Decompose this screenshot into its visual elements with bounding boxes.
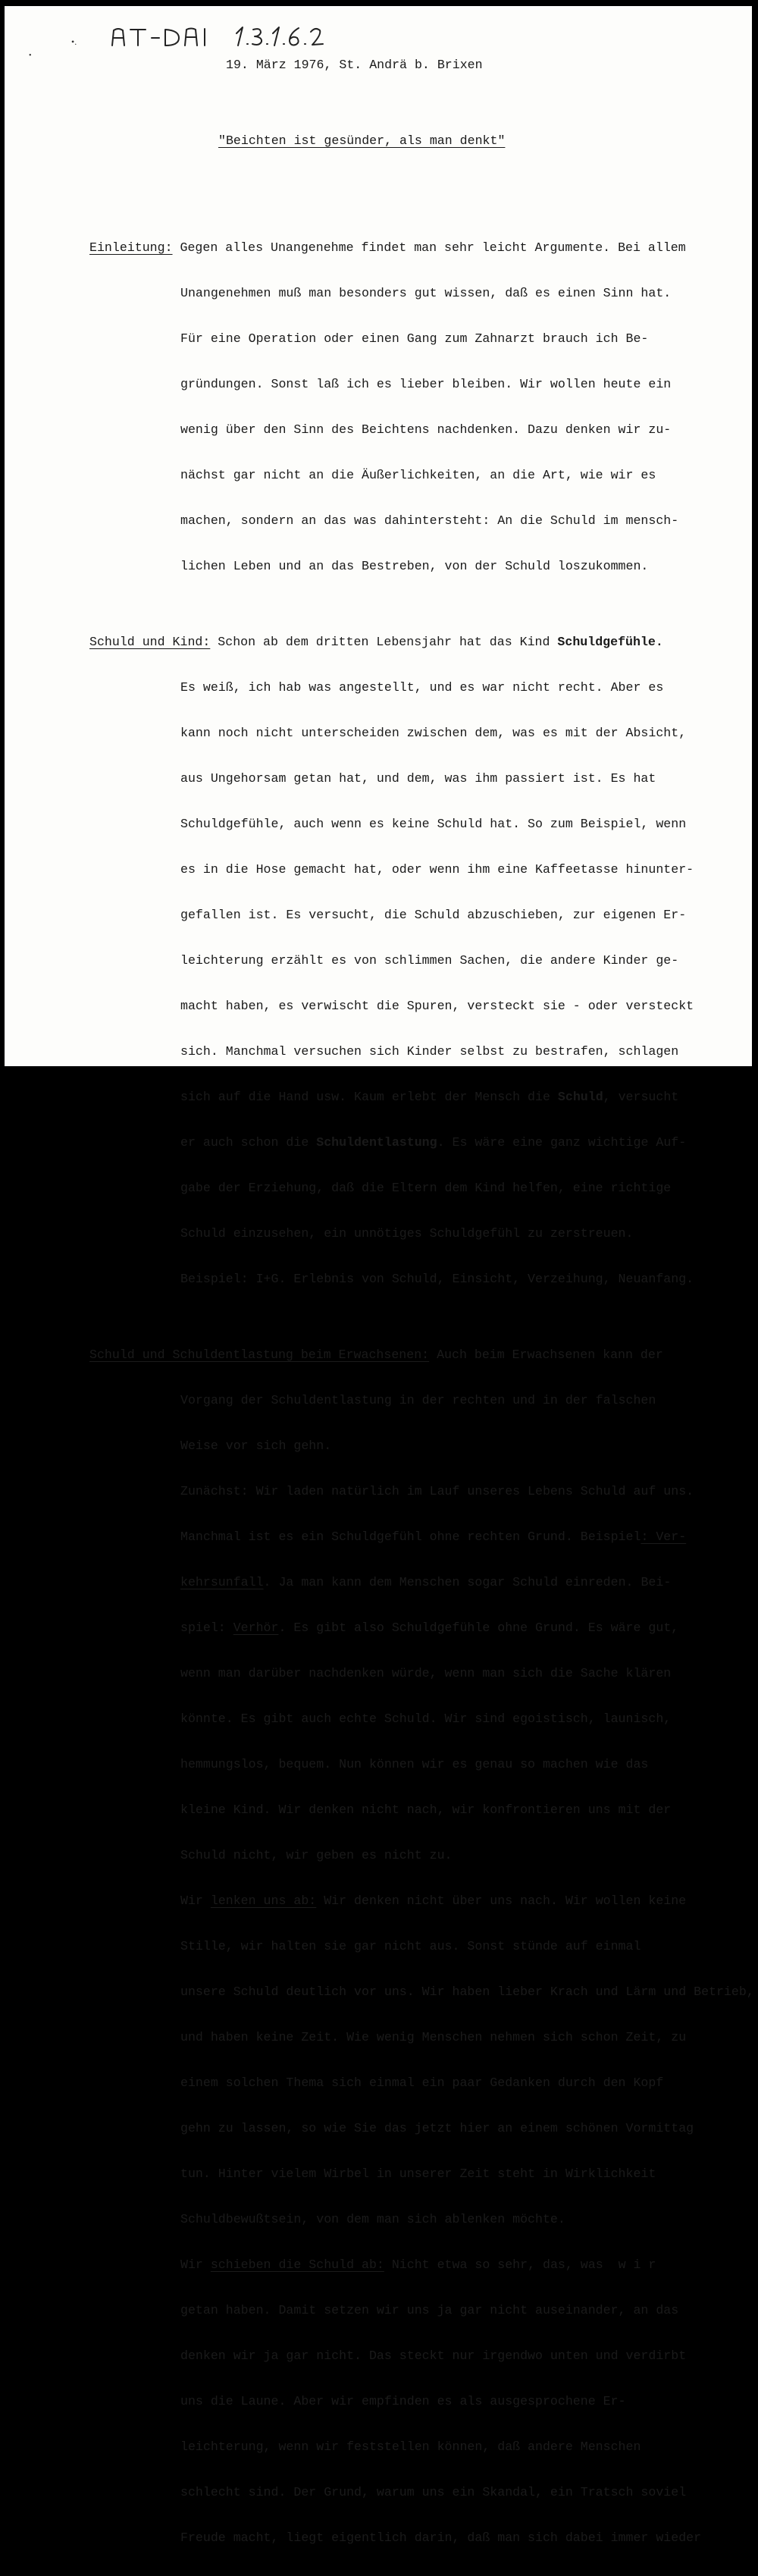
handwritten-archive-mark (109, 23, 359, 50)
line-text: wenn man darüber nachdenken würde, wenn man sich die Sache klären (180, 1666, 672, 1680)
text-line (89, 2167, 754, 2182)
text-line (89, 2394, 754, 2409)
text-line (89, 331, 754, 347)
line-text: Weise vor sich gehn. (180, 1439, 332, 1453)
line-text: . Es wäre eine ganz wichtige Auf- (437, 1135, 687, 1150)
text-line (89, 1666, 754, 1681)
text-line (89, 559, 754, 574)
text-line (89, 2440, 754, 2455)
line-text: Schuldbewußtsein, von dem man sich ablenken möchte. (180, 2212, 565, 2226)
text-line (89, 1803, 754, 1818)
text-line (89, 1575, 754, 1590)
line-text: , versucht (603, 1090, 679, 1104)
text-line (89, 1712, 754, 1727)
text-line (89, 377, 754, 392)
text-line (89, 2258, 754, 2273)
line-text: gabe der Erziehung, daß die Eltern dem Kind helfen, eine richtige (180, 1181, 672, 1195)
text-line (89, 1439, 754, 1454)
line-text: Vorgang der Schuldentlastung in der rechten und in der falschen (180, 1393, 656, 1407)
heading-erwachsene: Schuld und Schuldentlastung beim Erwachsenen: (89, 1348, 430, 1362)
text-line (89, 1894, 754, 1909)
line-text: macht haben, es verwischt die Spuren, versteckt sie - oder versteckt (180, 999, 694, 1013)
text-line (89, 771, 754, 786)
line-text: und haben keine Zeit. Wie wenig Menschen nehmen sich schon Zeit, zu (180, 2030, 687, 2044)
text-line (89, 817, 754, 832)
date-place: 19. März 1976, St. Andrä b. Brixen (226, 58, 483, 72)
text-line (89, 1226, 754, 1241)
line-text: er auch schon die (180, 1135, 317, 1150)
text-line (89, 422, 754, 438)
archive-mark-drawing (109, 23, 359, 50)
line-text: Zunächst: Wir laden natürlich im Lauf unseres Lebens Schuld auf uns. (180, 1484, 694, 1498)
heading-schuld-und-kind: Schuld und Kind: (89, 635, 211, 649)
heading-einleitung: Einleitung: (89, 240, 173, 255)
title-text: "Beichten ist gesünder, als man denkt" (218, 133, 506, 148)
text-line (89, 1393, 754, 1408)
text-line (89, 862, 754, 877)
text-line (89, 726, 754, 741)
line-text: Gegen alles Unangenehme findet man sehr leicht Argumente. Bei allem (180, 240, 686, 255)
text-line (89, 953, 754, 968)
line-text: kann noch nicht unterscheiden zwischen dem, was es mit der Absicht, (180, 726, 687, 740)
text-line (89, 1621, 754, 1636)
line-text: hemmungslos, bequem. Nun können wir es genau so machen wie das (180, 1757, 649, 1771)
underlined-term: : Ver- (641, 1530, 687, 1544)
line-text: machen, sondern an das was dahintersteht: An die Schuld im mensch- (180, 513, 679, 528)
bold-term: Schuldgefühle. (557, 635, 663, 649)
text-line (89, 513, 754, 529)
text-line (89, 1985, 754, 2000)
line-text: sich auf die Hand usw. Kaum erlebt der Mensch die (180, 1090, 558, 1104)
line-text: Wir (180, 2258, 211, 2272)
text-line (89, 908, 754, 923)
line-text: lichen Leben und an das Bestreben, von der Schuld loszukommen. (180, 559, 649, 573)
bold-term: Schuld (557, 1090, 603, 1104)
line-text: . Ja man kann dem Menschen sogar Schuld einreden. Bei- (263, 1575, 672, 1589)
text-line (89, 1348, 754, 1363)
line-text: Schuld nicht, wir geben es nicht zu. (180, 1848, 453, 1862)
text-line (89, 1939, 754, 1954)
underlined-term: Verhör (233, 1621, 279, 1635)
text-line (89, 1272, 754, 1287)
line-text: könnte. Es gibt auch echte Schuld. Wir sind egoistisch, launisch, (180, 1712, 672, 1726)
body-text (89, 180, 754, 2576)
line-text: Wir (180, 1894, 211, 1908)
text-line (89, 2076, 754, 2091)
line-text: sich. Manchmal versuchen sich Kinder selbst zu bestrafen, schlagen (180, 1044, 679, 1059)
text-line (89, 1090, 754, 1105)
text-line (89, 1181, 754, 1196)
line-text: Stille, wir halten sie gar nicht aus. Sonst stünde auf einmal (180, 1939, 641, 1953)
line-text: Wir denken nicht über uns nach. Wir wollen keine (316, 1894, 687, 1908)
line-text: uns die Laune. Aber wir empfinden es als ausgesprochene Er- (180, 2394, 626, 2408)
margin-dot: • (29, 52, 32, 60)
line-text: Es weiß, ich hab was angestellt, und es war nicht recht. Aber es (180, 680, 664, 695)
text-line (89, 2531, 754, 2546)
text-line (89, 1757, 754, 1772)
line-text: getan haben. Damit setzen wir uns ja gar nicht auseinander, an das (180, 2303, 679, 2317)
line-text: gefallen ist. Es versucht, die Schuld abzuschieben, zur eigenen Er- (180, 908, 687, 922)
line-text: nächst gar nicht an die Äußerlichkeiten, an die Art, wie wir es (180, 468, 656, 482)
line-text: Nicht etwa so sehr, das, was w i r (384, 2258, 656, 2272)
text-line (89, 1484, 754, 1499)
text-line (89, 2349, 754, 2364)
line-text: einem solchen Thema sich einmal ein paar Gedanken durch den Kopf (180, 2076, 664, 2090)
text-line (89, 1848, 754, 1863)
line-text: . Es gibt also Schuldgefühle ohne Grund. Es wäre gut, (278, 1621, 679, 1635)
text-line (89, 2485, 754, 2500)
document-title (218, 133, 505, 148)
line-text: denken wir ja gar nicht. Das steckt nur irgendwo unten und verdirbt (180, 2349, 687, 2363)
line-text: Schuld einzusehen, ein unnötiges Schuldgefühl zu zerstreuen. (180, 1226, 634, 1241)
line-text: leichterung erzählt es von schlimmen Sachen, die andere Kinder ge- (180, 953, 679, 968)
line-text: wenig über den Sinn des Beichtens nachdenken. Dazu denken wir zu- (180, 422, 672, 437)
line-text: Für eine Operation oder einen Gang zum Zahnarzt brauch ich Be- (180, 331, 649, 346)
line-text: unsere Schuld deutlich vor uns. Wir haben lieber Krach und Lärm und Betrieb, (180, 1985, 754, 1999)
line-text: Auch beim Erwachsenen kann der (429, 1348, 663, 1362)
line-text: Schuldgefühle, auch wenn es keine Schuld hat. So zum Beispiel, wenn (180, 817, 687, 831)
line-text: gehn zu lassen, so wie Sie das jetzt hier an einem schönen Vormittag (180, 2121, 694, 2135)
line-text: es in die Hose gemacht hat, oder wenn ihm eine Kaffeetasse hinunter- (180, 862, 694, 877)
document-page (5, 6, 754, 2545)
underlined-term: lenken uns ab: (210, 1894, 317, 1908)
text-line (89, 2303, 754, 2318)
line-text: Beispiel: I+G. Erlebnis von Schuld, Einsicht, Verzeihung, Neuanfang. (180, 1272, 694, 1286)
line-text: kleine Kind. Wir denken nicht nach, wir konfrontieren uns mit der (180, 1803, 672, 1817)
line-text: gründungen. Sonst laß ich es lieber bleiben. Wir wollen heute ein (180, 377, 672, 391)
text-line (89, 2121, 754, 2136)
text-line (89, 680, 754, 695)
text-line (89, 468, 754, 483)
line-text: Schon ab dem dritten Lebensjahr hat das Kind (218, 635, 558, 649)
line-text: Unangenehmen muß man besonders gut wissen, daß es einen Sinn hat. (180, 286, 672, 300)
text-line (89, 240, 754, 256)
bold-term: Schuldentlastung (316, 1135, 437, 1150)
margin-dots: •. (71, 36, 77, 47)
text-line (89, 2212, 754, 2227)
line-text: Manchmal ist es ein Schuldgefühl ohne rechten Grund. Beispiel (180, 1530, 641, 1544)
text-line (89, 1135, 754, 1150)
line-text: Freude macht, liegt eigentlich darin, daß man sich dabei immer wieder (180, 2531, 702, 2545)
line-text: leichterung, wenn wir feststellen können, daß andere Menschen (180, 2440, 641, 2454)
line-text: spiel: (180, 1621, 233, 1635)
underlined-term: schieben die Schuld ab: (210, 2258, 384, 2272)
text-line (89, 286, 754, 301)
line-text: tun. Hinter vielem Wirbel in unserer Zeit steht in Wirklichkeit (180, 2167, 656, 2181)
text-line (89, 1044, 754, 1059)
text-line (89, 2030, 754, 2045)
text-line (89, 1530, 754, 1545)
underlined-term: kehrsunfall (180, 1575, 264, 1589)
line-text: aus Ungehorsam getan hat, und dem, was ihm passiert ist. Es hat (180, 771, 656, 786)
text-line (89, 635, 754, 650)
text-line (89, 999, 754, 1014)
line-text: schlecht sind. Der Grund, warum uns ein Skandal, ein Tratsch soviel (180, 2485, 687, 2499)
